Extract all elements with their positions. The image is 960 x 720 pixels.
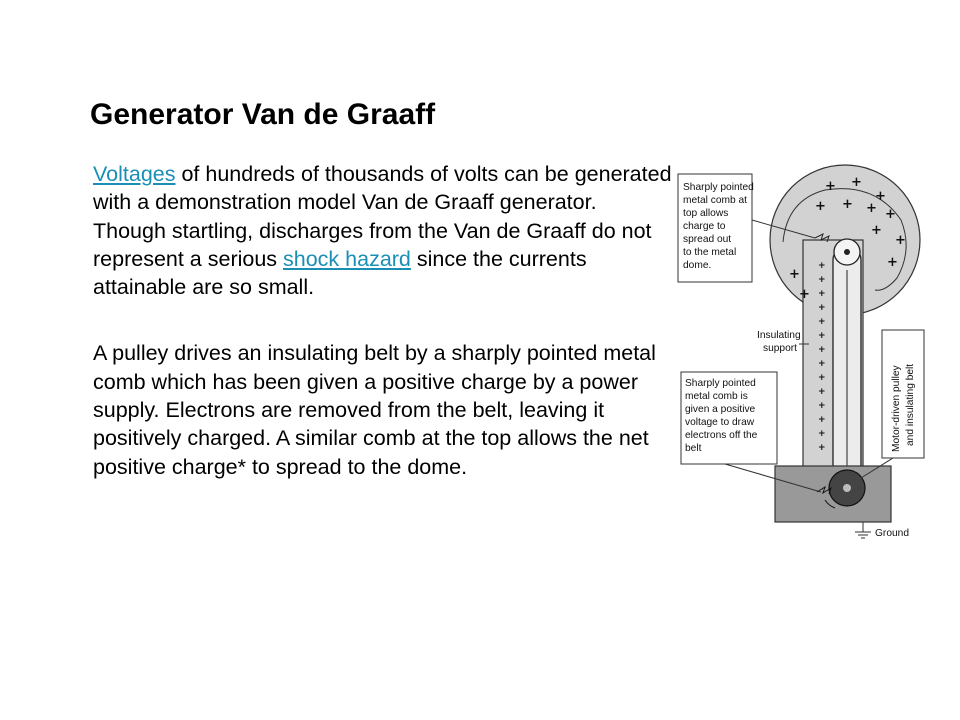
voltages-link[interactable]: Voltages xyxy=(93,162,176,186)
bottom-comb-label-6: belt xyxy=(685,443,702,454)
belt-plus: + xyxy=(818,359,826,369)
belt-plus: + xyxy=(818,275,826,285)
top-comb-label-4: charge to xyxy=(683,221,726,232)
belt-label-1: Motor-driven pulley xyxy=(891,365,902,452)
charge-plus: + xyxy=(825,179,836,194)
belt-plus: + xyxy=(818,345,826,355)
charge-plus: + xyxy=(875,189,886,204)
belt-plus: + xyxy=(818,289,826,299)
bottom-pulley-axle xyxy=(843,484,851,492)
belt-plus: + xyxy=(818,317,826,327)
belt-label-2: and insulating belt xyxy=(905,363,916,446)
bottom-comb-label-4: voltage to draw xyxy=(685,417,755,428)
belt-plus: + xyxy=(818,401,826,411)
paragraph-1-text-b: since the currents attainable are so small. xyxy=(93,246,587,300)
charge-plus: + xyxy=(842,197,853,212)
top-pulley-axle xyxy=(844,249,850,255)
belt-plus: + xyxy=(818,261,826,271)
charge-plus: + xyxy=(815,199,826,214)
body-text xyxy=(93,160,673,481)
belt-plus: + xyxy=(818,331,826,341)
support-label-1: Insulating xyxy=(757,330,801,341)
belt-plus: + xyxy=(818,387,826,397)
paragraph-1-text-a: of hundreds of thousands of volts can be generated with a demonstration model Van de Graaff generator. Though startling, discharges from the Van de Graaff do not represent a serious xyxy=(93,162,672,271)
charge-plus: + xyxy=(895,233,906,248)
paragraph-2: A pulley drives an insulating belt by a sharply pointed metal comb which has been given a positive charge by a power supply. Electrons are removed from the belt, leaving it positively charged. A similar comb at the top allows the net positive charge* to spread to the dome. xyxy=(93,341,656,479)
bottom-comb-label-5: electrons off the xyxy=(685,430,758,441)
charge-plus: + xyxy=(789,267,800,282)
top-comb-label-6: to the metal xyxy=(683,247,737,258)
top-comb-label-7: dome. xyxy=(683,260,712,271)
top-comb-label-1: Sharply pointed xyxy=(683,182,754,193)
belt-plus: + xyxy=(818,415,826,425)
bottom-comb-label-3: given a positive xyxy=(685,404,756,415)
van-de-graaff-diagram xyxy=(675,160,935,550)
top-comb-label-5: spread out xyxy=(683,234,732,245)
diagram-svg xyxy=(675,160,935,550)
shock-hazard-link[interactable]: shock hazard xyxy=(283,246,411,271)
paragraph-1 xyxy=(93,160,673,301)
page-title: Generator Van de Graaff xyxy=(90,98,436,131)
belt-plus: + xyxy=(818,303,826,313)
charge-plus: + xyxy=(799,287,810,302)
charge-plus: + xyxy=(851,175,862,190)
top-comb-label-3: top allows xyxy=(683,208,729,219)
charge-plus: + xyxy=(866,201,877,216)
charge-plus: + xyxy=(871,223,882,238)
top-comb-label-2: metal comb at xyxy=(683,195,747,206)
charge-plus: + xyxy=(885,207,896,222)
support-label-2: support xyxy=(763,343,797,354)
bottom-comb-label-2: metal comb is xyxy=(685,391,748,402)
bottom-comb-label-1: Sharply pointed xyxy=(685,378,756,389)
belt-plus: + xyxy=(818,429,826,439)
belt-plus: + xyxy=(818,443,826,453)
charge-plus: + xyxy=(887,255,898,270)
belt-callout xyxy=(882,330,924,458)
belt-plus: + xyxy=(818,373,826,383)
ground-label: Ground xyxy=(875,528,909,539)
